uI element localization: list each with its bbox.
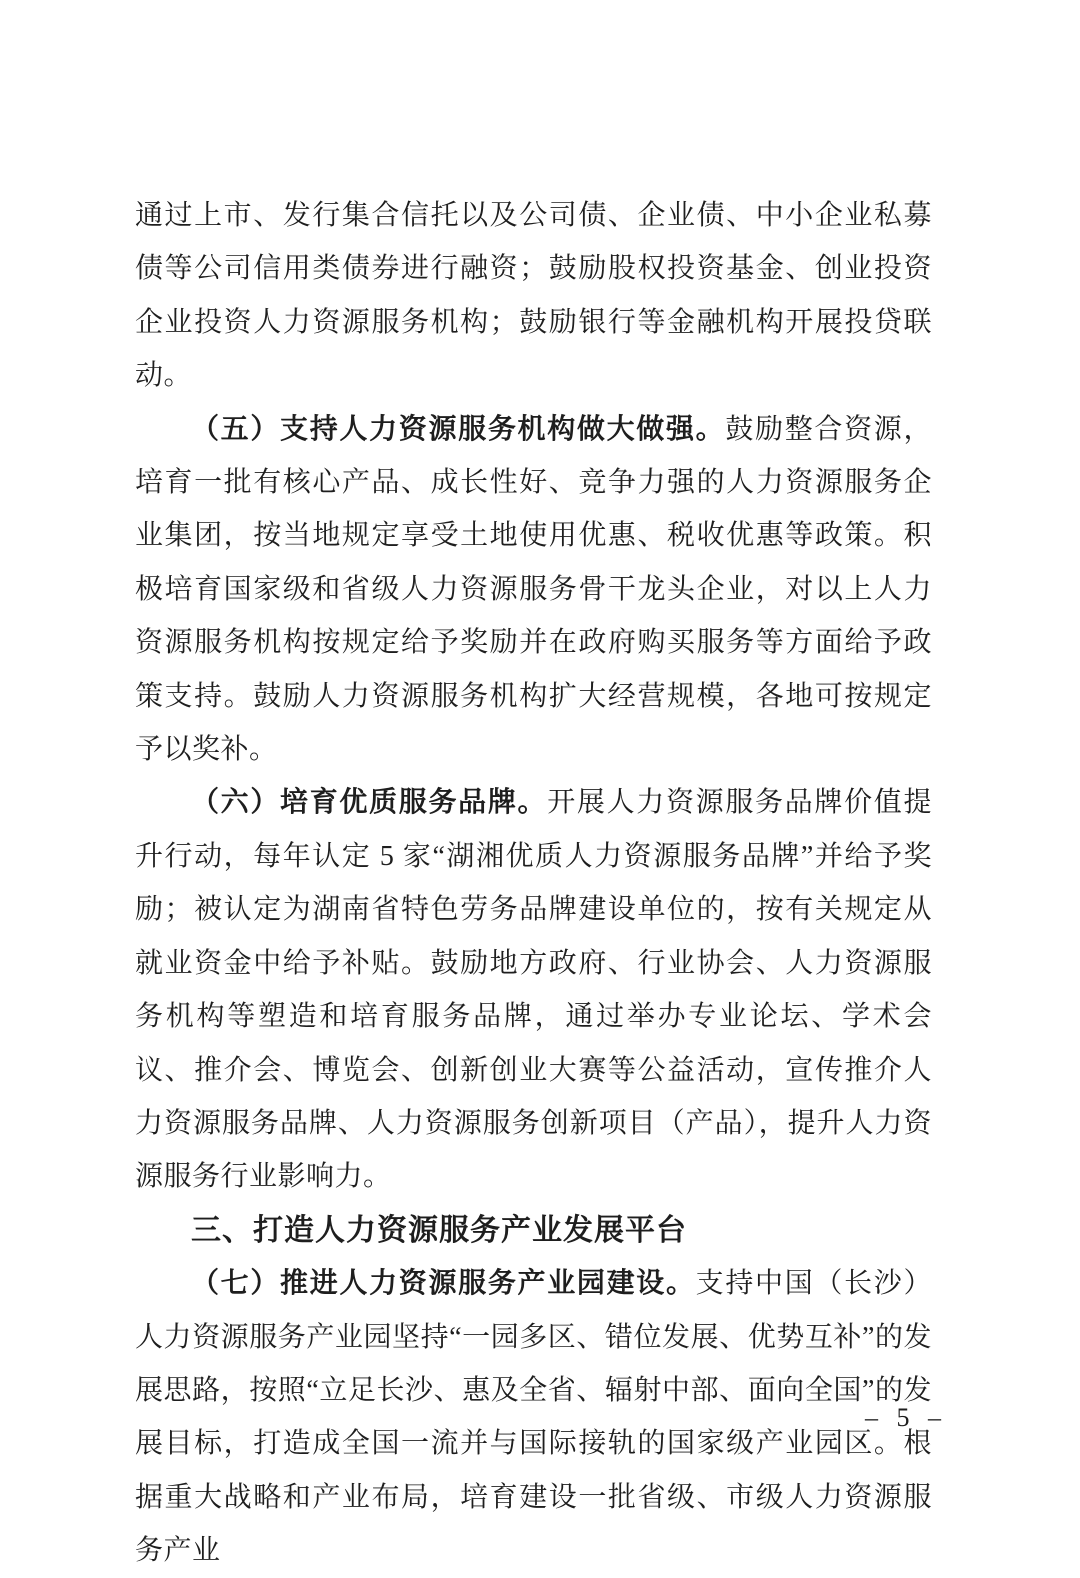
- paragraph-item-6: [135, 776, 932, 1203]
- paragraph-item-5: [135, 403, 932, 777]
- document-body: [135, 189, 932, 1578]
- item-5-lead: （五）支持人力资源服务机构做大做强。: [191, 413, 726, 445]
- section-3-heading: 三、打造人力资源服务产业发展平台: [191, 1213, 687, 1247]
- paragraph-continuation: [135, 189, 932, 403]
- item-5-body: 鼓励整合资源，培育一批有核心产品、成长性好、竞争力强的人力资源服务企业集团，按当地规定享受土地使用优惠、税收优惠等政策。积极培育国家级和省级人力资源服务骨干龙头企业，对以上人力资源服务机构按规定给予奖励并在政府购买服务等方面给予政策支持。鼓励人力资源服务机构扩大经营规模，各地可按规定予以奖补。: [135, 413, 932, 766]
- item-7-lead: （七）推进人力资源服务产业园建设。: [191, 1268, 696, 1300]
- item-7-body: 支持中国（长沙）人力资源服务产业园坚持“一园多区、错位发展、优势互补”的发展思路，按照“立足长沙、惠及全省、辐射中部、面向全国”的发展目标，打造成全国一流并与国际接轨的国家级产业园区。根据重大战略和产业布局，培育建设一批省级、市级人力资源服务产业: [135, 1268, 932, 1567]
- continuation-text: 通过上市、发行集合信托以及公司债、企业债、中小企业私募债等公司信用类债券进行融资；鼓励股权投资基金、创业投资企业投资人力资源服务机构；鼓励银行等金融机构开展投贷联动。: [135, 200, 932, 392]
- page-number: – 5 –: [865, 1403, 947, 1432]
- item-6-lead: （六）培育优质服务品牌。: [191, 787, 548, 819]
- paragraph-item-7: [135, 1257, 932, 1577]
- item-6-body: 开展人力资源服务品牌价值提升行动，每年认定 5 家“湖湘优质人力资源服务品牌”并给予奖励；被认定为湖南省特色劳务品牌建设单位的，按有关规定从就业资金中给予补贴。鼓励地方政府、行业协会、人力资源服务机构等塑造和培育服务品牌，通过举办专业论坛、学术会议、推介会、博览会、创新创业大赛等公益活动，宣传推介人力资源服务品牌、人力资源服务创新项目（产品），提升人力资源服务行业影响力。: [135, 787, 932, 1193]
